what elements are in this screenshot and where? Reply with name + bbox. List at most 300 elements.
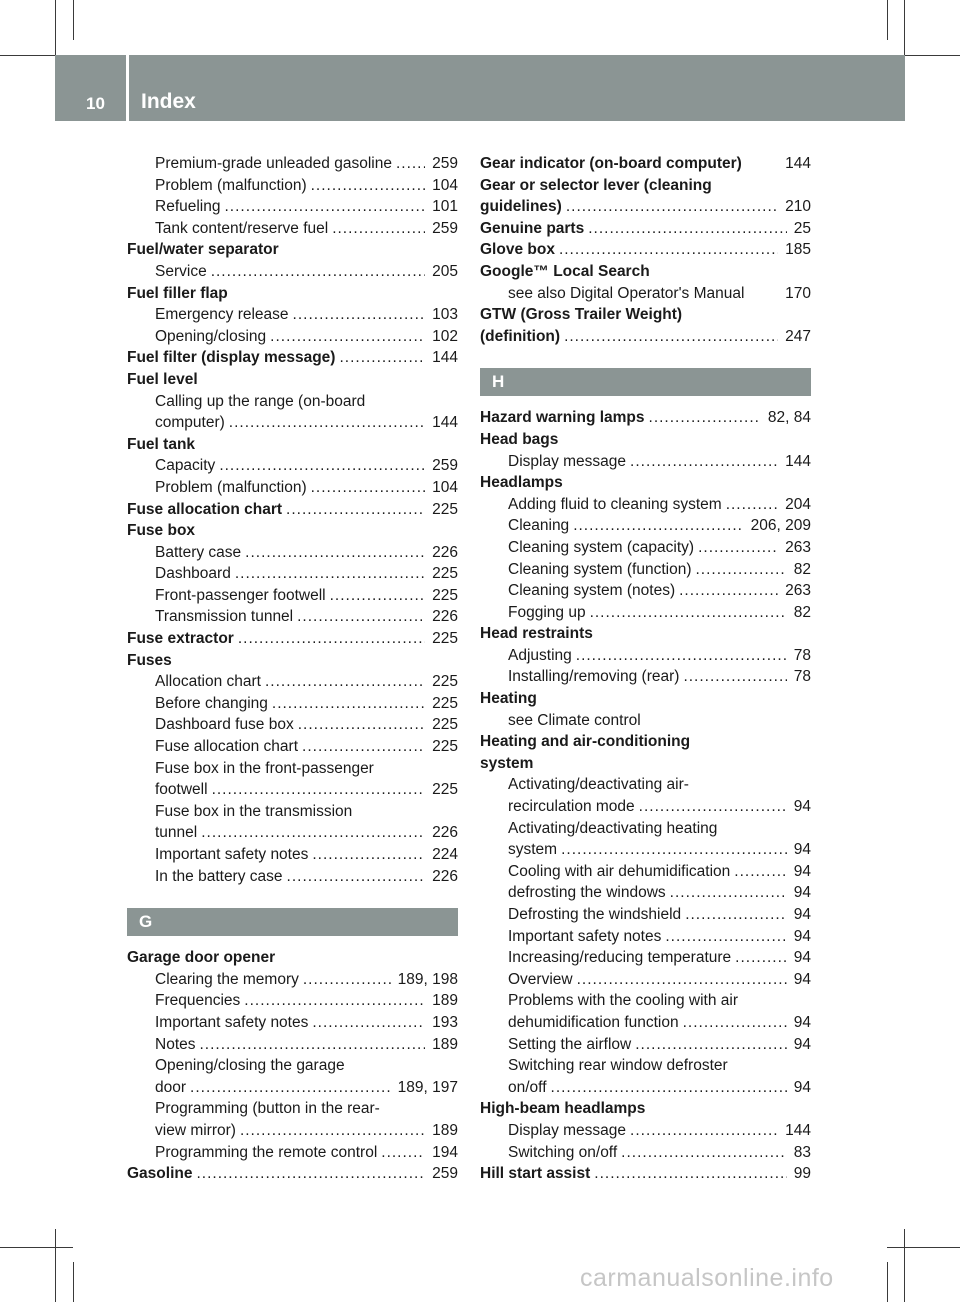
entry-text: recirculation mode [508,798,635,816]
entry-text: Opening/closing the garage [155,1057,345,1075]
index-subentry [127,218,458,240]
leader-dots [381,1142,425,1164]
entry-text: Hazard warning lamps [480,409,645,427]
section-header-h: H [480,368,811,396]
entry-text: Switching on/off [508,1143,618,1161]
leader-dots [235,563,425,585]
index-subentry [480,1055,811,1077]
page-reference: 104 [432,478,458,496]
page-reference: 247 [785,327,811,345]
entry-text: Setting the airflow [508,1035,632,1053]
index-subentry [480,666,811,688]
index-entry [480,688,811,710]
leader-dots [630,451,778,473]
leader-dots [588,218,787,240]
page-reference: 82 [793,603,811,621]
page-reference: 25 [793,219,811,237]
leader-dots [683,1012,787,1034]
entry-text: see Climate control [508,711,641,729]
entry-text: Emergency release [155,306,289,324]
leader-dots [726,494,778,516]
leader-dots [735,947,787,969]
page-reference: 224 [432,846,458,863]
entry-text: In the battery case [155,867,283,885]
index-entry [480,472,811,494]
index-subentry [480,904,811,926]
page-reference: 144 [432,414,458,432]
index-subentry [127,822,458,844]
index-subentry [127,326,458,348]
page-reference: 94 [793,1035,811,1053]
index-subentry [127,304,458,326]
index-subentry [480,494,811,516]
leader-dots [303,969,391,991]
entry-text: Display message [508,452,627,470]
page-reference: 225 [432,630,458,648]
leader-dots [312,1012,425,1034]
page-reference: 225 [432,738,458,756]
index-subentry [480,882,811,904]
entry-text: Head bags [480,430,559,448]
page-reference: 144 [785,452,811,470]
entry-text: defrosting the windows [508,884,666,902]
page-reference: 94 [793,862,811,880]
index-subentry [127,391,458,413]
entry-text: Fuel filter (display message) [127,349,336,367]
index-subentry [127,969,458,991]
index-subentry [480,559,811,581]
crop-mark [904,1229,905,1302]
leader-dots [265,671,425,693]
entry-text: Gasoline [127,1165,193,1183]
entry-text: Transmission tunnel [155,608,294,626]
index-subentry [127,175,458,197]
entry-text: Heating and air-conditioning [480,733,691,751]
entry-text: guidelines) [480,198,562,216]
leader-dots [332,218,425,240]
page-reference: 102 [432,327,458,345]
entry-text: Allocation chart [155,673,261,691]
page-reference: 189 [432,992,458,1010]
page-title: Index [141,90,196,113]
entry-text: Defrosting the windshield [508,906,682,923]
page-reference: 259 [432,219,458,237]
entry-text: Programming (button in the rear- [155,1100,380,1118]
index-subentry [127,844,458,866]
leader-dots [679,580,778,602]
crop-mark [887,0,888,40]
index-subentry [127,261,458,283]
index-subentry [480,926,811,948]
index-entry [127,1163,458,1185]
crop-mark [73,0,74,40]
index-entry [480,175,811,197]
leader-dots [286,499,425,521]
index-subentry [127,153,458,175]
page-reference: 225 [432,694,458,712]
leader-dots [630,1120,778,1142]
entry-text: Google™ Local Search [480,262,650,280]
index-subentry [480,818,811,840]
entry-text: High-beam headlamps [480,1100,646,1118]
index-subentry [480,645,811,667]
page-reference: 225 [432,565,458,583]
index-subentry [127,1120,458,1142]
page-reference: 263 [785,582,811,600]
entry-text: Fuse box [127,522,196,540]
page-reference: 259 [432,155,458,172]
index-subentry [480,1034,811,1056]
entry-text: Dashboard [155,565,231,583]
entry-text: Adding fluid to cleaning system [508,495,722,513]
entry-text: Frequencies [155,992,241,1010]
index-subentry [127,412,458,434]
leader-dots [594,1163,786,1185]
index-subentry [480,861,811,883]
index-entry [480,261,811,283]
crop-mark [73,1262,74,1302]
index-subentry [127,455,458,477]
leader-dots [270,326,425,348]
page-reference: 144 [432,349,458,367]
index-entry [127,239,458,261]
index-subentry [127,758,458,780]
entry-text: Important safety notes [508,927,662,945]
index-subentry [127,1142,458,1164]
leader-dots [244,990,425,1012]
leader-dots [272,693,425,715]
index-entry [127,369,458,391]
entry-text: Fuse box in the front-passenger [155,759,374,777]
index-entry [480,1098,811,1120]
leader-dots [298,714,425,736]
page-reference: 82, 84 [767,409,811,427]
leader-dots [229,412,425,434]
page-reference: 94 [793,841,811,859]
page-reference: 194 [432,1143,458,1161]
page-reference: 101 [432,198,458,216]
entry-text: Battery case [155,543,242,561]
entry-text: Refueling [155,198,221,216]
entry-text: Installing/removing (rear) [508,668,680,686]
entry-text: view mirror) [155,1121,236,1139]
index-subentry [480,1012,811,1034]
leader-dots [621,1142,787,1164]
entry-text: Hill start assist [480,1165,591,1183]
leader-dots [566,196,778,218]
page-reference: 259 [432,457,458,475]
entry-text: Important safety notes [155,1013,309,1031]
entry-text: footwell [155,781,208,799]
page-reference: 189 [432,1035,458,1053]
index-entry [480,153,811,175]
entry-text: Activating/deactivating air- [508,776,689,794]
index-subentry [127,801,458,823]
index-entry [127,650,458,672]
index-entry [480,196,811,218]
crop-mark [887,1262,888,1302]
entry-text: Glove box [480,241,555,259]
entry-text: Fuse extractor [127,630,234,648]
entry-text: dehumidification function [508,1013,679,1031]
entry-text: Problem (malfunction) [155,478,307,496]
leader-dots [576,645,787,667]
page-reference: 226 [432,824,458,842]
leader-dots [225,196,426,218]
entry-text: Important safety notes [155,846,309,863]
index-subentry [480,796,811,818]
index-entry [480,304,811,326]
index-subentry [127,1055,458,1077]
page-reference: 263 [785,538,811,556]
entry-text: Fuel level [127,370,198,388]
entry-text: Cleaning [508,517,570,535]
entry-text: Activating/deactivating heating [508,819,718,837]
index-subentry [480,602,811,624]
index-entry [127,499,458,521]
index-column-left [127,153,458,1185]
entry-text: Headlamps [480,474,563,492]
index-entry [480,326,811,348]
entry-text: Problems with the cooling with air [508,992,739,1010]
entry-text: Cooling with air dehumidification [508,862,731,880]
page-reference: 144 [785,1121,811,1139]
page-reference: 225 [432,586,458,604]
page-reference: 185 [785,241,811,259]
entry-text: Overview [508,970,573,988]
index-subentry [480,969,811,991]
index-entry [480,218,811,240]
index-subentry [127,1098,458,1120]
index-subentry [480,774,811,796]
leader-dots [685,904,787,926]
page-reference: 94 [793,884,811,902]
leader-dots [698,537,778,559]
entry-text: Programming the remote control [155,1143,378,1161]
index-subentry [127,736,458,758]
index-entry [480,623,811,645]
leader-dots [196,1163,425,1185]
leader-dots [665,926,786,948]
page-reference: 226 [432,608,458,626]
entry-text: Fuses [127,651,172,669]
leader-dots [339,347,425,369]
page-reference: 82 [793,560,811,578]
index-subentry [127,563,458,585]
index-subentry [127,542,458,564]
index-entry [127,283,458,305]
index-subentry [480,580,811,602]
entry-text: Genuine parts [480,219,585,237]
index-entry [480,753,811,775]
entry-text: Clearing the memory [155,970,299,988]
entry-text: Gear or selector lever (cleaning [480,176,712,194]
leader-dots [559,239,778,261]
index-entry [127,628,458,650]
entry-text: Notes [155,1035,196,1053]
entry-text: Service [155,262,207,280]
entry-text: Display message [508,1121,627,1139]
leader-dots [190,1077,391,1099]
leader-dots [564,326,778,348]
page-reference: 144 [785,155,811,172]
index-entry [127,947,458,969]
page-reference: 94 [793,1013,811,1031]
index-subentry [127,477,458,499]
page-reference: 204 [785,495,811,513]
entry-text: Gear indicator (on-board computer) [480,155,742,172]
crop-mark [887,1247,960,1248]
index-subentry [127,866,458,888]
page-reference: 189, 197 [397,1078,458,1096]
index-subentry [127,585,458,607]
entry-text: Fuse box in the transmission [155,802,353,820]
entry-text: Cleaning system (function) [508,560,692,578]
entry-text: system [480,754,534,772]
leader-dots [219,455,425,477]
index-subentry [480,1077,811,1099]
leader-dots [287,866,426,888]
index-subentry [127,196,458,218]
page-reference: 189 [432,1121,458,1139]
entry-text: Switching rear window defroster [508,1057,728,1075]
entry-text: Dashboard fuse box [155,716,294,734]
leader-dots [577,969,787,991]
leader-dots [590,602,787,624]
index-subentry [127,693,458,715]
leader-dots [200,1034,426,1056]
index-subentry [480,451,811,473]
page-reference: 226 [432,867,458,885]
entry-text: Fuel filler flap [127,284,228,302]
page-reference: 94 [793,927,811,945]
leader-dots [297,606,425,628]
index-subentry [127,1034,458,1056]
index-subentry [127,779,458,801]
leader-dots [635,1034,787,1056]
leader-dots [311,175,426,197]
page-reference: 226 [432,543,458,561]
entry-text: Fuse allocation chart [155,738,299,756]
leader-dots [561,839,787,861]
entry-text: Fuse allocation chart [127,500,283,518]
index-subentry [480,1120,811,1142]
entry-text: Heating [480,690,537,708]
index-subentry [480,710,811,732]
index-subentry [127,714,458,736]
leader-dots [396,153,425,175]
page-reference: 99 [793,1165,811,1183]
index-subentry [480,515,811,537]
page-reference: 94 [793,970,811,988]
index-entry [480,429,811,451]
entry-text: Front-passenger footwell [155,586,326,604]
section-header-g: G [127,908,458,936]
entry-text: Fogging up [508,603,586,621]
leader-dots [302,736,425,758]
index-subentry [480,283,811,305]
entry-text: Fuel/water separator [127,241,279,259]
entry-text: Capacity [155,457,216,475]
page-reference: 225 [432,673,458,691]
index-subentry [480,1142,811,1164]
entry-text: Fuel tank [127,435,196,453]
entry-text: Head restraints [480,625,593,643]
index-subentry [480,990,811,1012]
leader-dots [734,861,786,883]
index-subentry [127,1077,458,1099]
leader-dots [696,559,787,581]
entry-text: Opening/closing [155,327,267,345]
page-reference: 104 [432,176,458,194]
leader-dots [312,844,425,866]
leader-dots [201,822,425,844]
index-entry [480,1163,811,1185]
entry-text: (definition) [480,327,561,345]
index-subentry [480,947,811,969]
entry-text: Problem (malfunction) [155,176,307,194]
leader-dots [639,796,787,818]
page-reference: 94 [793,798,811,816]
entry-text: Cleaning system (capacity) [508,538,695,556]
index-subentry [480,537,811,559]
leader-dots [649,407,761,429]
entry-text: Calling up the range (on-board [155,392,366,410]
entry-text: Premium-grade unleaded gasoline [155,155,392,172]
index-subentry [480,839,811,861]
index-entry [127,347,458,369]
index-entry [127,520,458,542]
leader-dots [311,477,426,499]
entry-text: on/off [508,1078,547,1096]
page-reference: 78 [793,646,811,664]
entry-text: system [508,841,558,859]
page-reference: 94 [793,949,811,967]
leader-dots [212,779,426,801]
crop-mark [0,1247,73,1248]
page-reference: 193 [432,1013,458,1031]
index-subentry [127,606,458,628]
entry-text: computer) [155,414,225,432]
entry-text: door [155,1078,187,1096]
page-reference: 225 [432,716,458,734]
watermark: carmanualsonline.info [580,1264,834,1292]
entry-text: Increasing/reducing temperature [508,949,732,967]
header-divider [126,55,129,121]
leader-dots [238,628,425,650]
entry-text: see also Digital Operator's Manual [508,284,745,302]
page-number: 10 [86,94,105,113]
page-reference: 206, 209 [750,517,811,535]
index-subentry [127,671,458,693]
page-reference: 225 [432,500,458,518]
leader-dots [245,542,425,564]
page-reference: 225 [432,781,458,799]
page-reference: 259 [432,1165,458,1183]
leader-dots [293,304,426,326]
page-reference: 205 [432,262,458,280]
page-reference: 189, 198 [397,970,458,988]
leader-dots [683,666,786,688]
entry-text: Before changing [155,694,268,712]
crop-mark [55,1229,56,1302]
page-reference: 78 [793,668,811,686]
leader-dots [211,261,425,283]
page-reference: 210 [785,198,811,216]
leader-dots [240,1120,425,1142]
index-entry [480,239,811,261]
leader-dots [670,882,787,904]
